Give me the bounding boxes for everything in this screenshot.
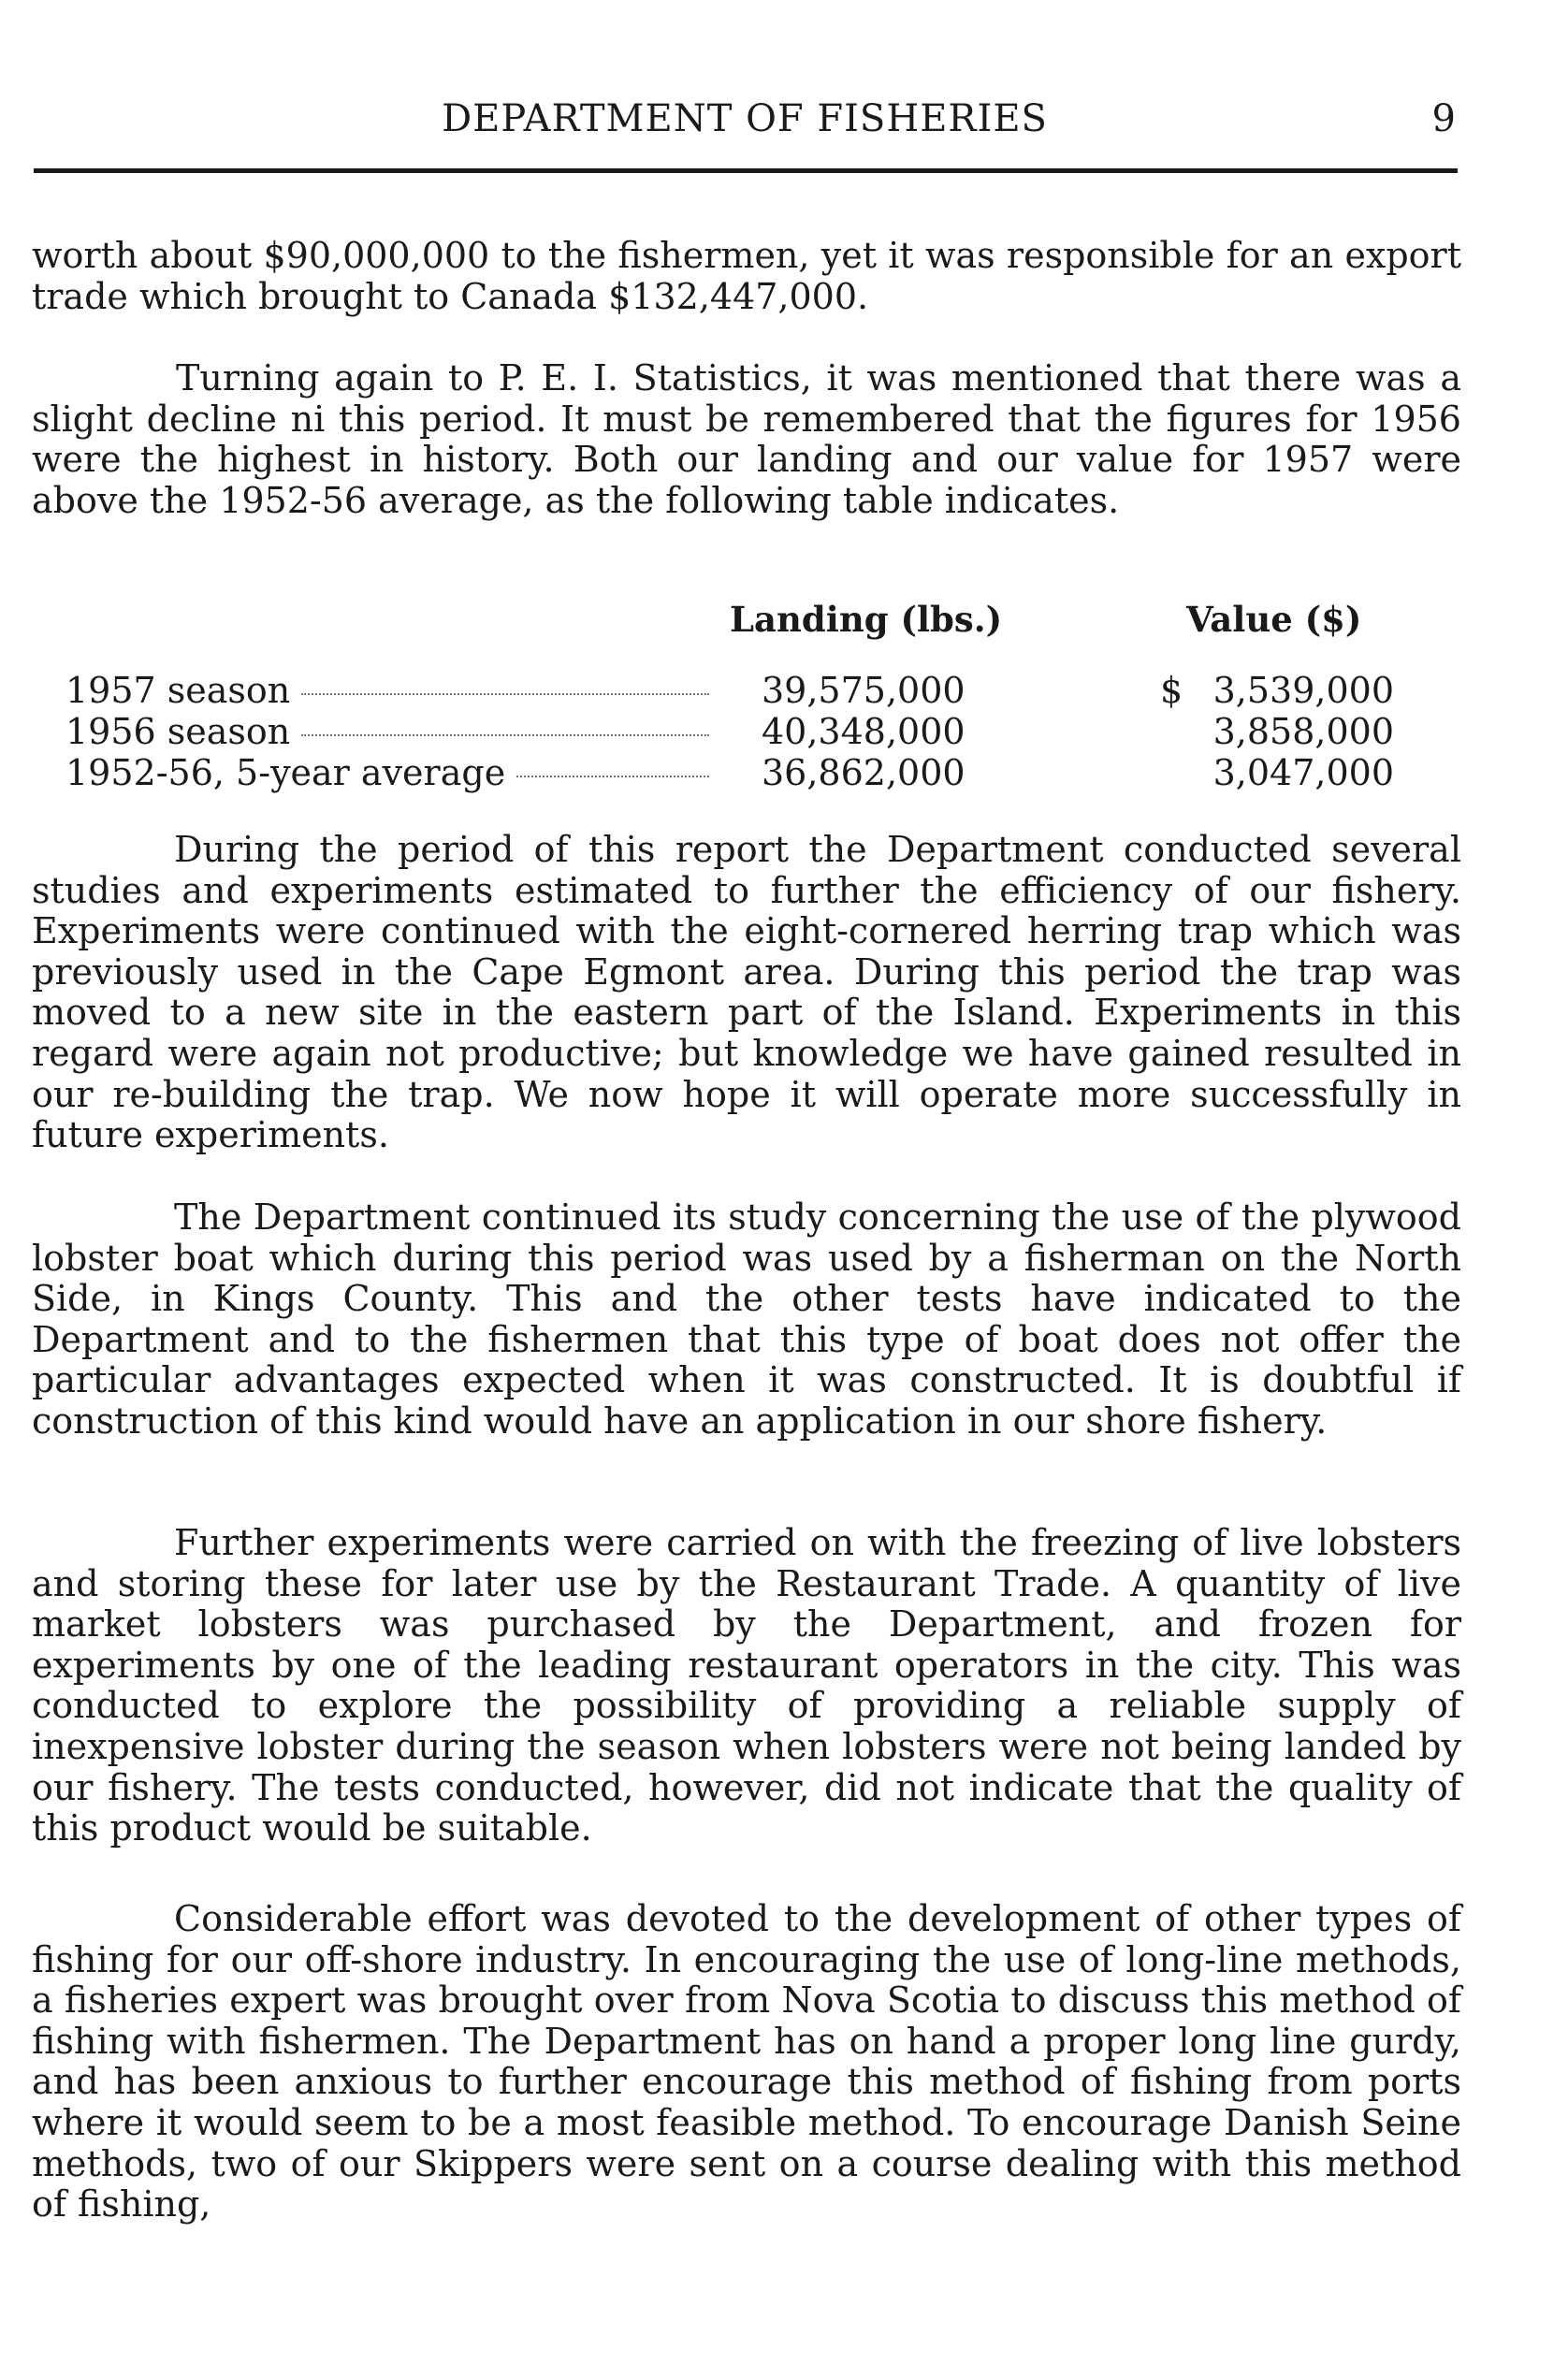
row-label: 1956 season bbox=[65, 711, 291, 752]
row-landing: 40,348,000 bbox=[762, 711, 965, 752]
table-header-landing: Landing (lbs.) bbox=[730, 599, 1003, 640]
row-landing: 39,575,000 bbox=[762, 670, 965, 711]
paragraph-4: The Department continued its study concerning the use of the plywood lobster boat which during this period was used by a fisherman on the North Side, in Kings County. This and the other tests have indicated to the Department and to the fishermen that this type of boat does not offer the particular advantages expected when it was constructed. It is doubtful if construction of this kind would have an application in our shore fishery. bbox=[32, 1196, 1461, 1442]
row-label: 1957 season bbox=[65, 670, 291, 711]
running-head bbox=[34, 97, 1456, 150]
dot-leader bbox=[516, 776, 709, 777]
paragraph-5: Further experiments were carried on with the freezing of live lobsters and storing these for later use by the Restaurant Trade. A quantity of live market lobsters was purchased by the Department, and frozen for experiments by one of the leading restaurant operators in the city. This was conducted to explore the possibility of providing a reliable supply of inexpensive lobster during the season when lobsters were not being landed by our fishery. The tests conducted, however, did not indicate that the quality of this product would be suitable. bbox=[32, 1522, 1461, 1849]
row-label: 1952-56, 5-year average bbox=[65, 752, 506, 793]
table-row bbox=[65, 752, 1394, 793]
currency-symbol: $ bbox=[1160, 670, 1183, 711]
table-row bbox=[65, 670, 1394, 711]
row-value: 3,858,000 bbox=[1212, 711, 1394, 752]
running-title: DEPARTMENT OF FISHERIES bbox=[442, 97, 1048, 140]
row-landing: 36,862,000 bbox=[762, 752, 965, 793]
row-value: 3,539,000 bbox=[1212, 670, 1394, 711]
page-number: 9 bbox=[1431, 97, 1456, 140]
paragraph-2: Turning again to P. E. I. Statistics, it was mentioned that there was a slight decline ni this period. It must be remembered that the figures for 1956 were the highest in history. Both our landing and our value for 1957 were above the 1952-56 average, as the following table indicates. bbox=[32, 357, 1461, 521]
dot-leader bbox=[301, 734, 709, 736]
table-header-value: Value ($) bbox=[1186, 599, 1362, 640]
dot-leader bbox=[301, 693, 709, 695]
table-row bbox=[65, 711, 1394, 752]
paragraph-6: Considerable effort was devoted to the development of other types of fishing for our off-shore industry. In encouraging the use of long-line methods, a fisheries expert was brought over from Nova Scotia to discuss this method of fishing with fishermen. The Department has on hand a proper long line gurdy, and has been anxious to further encourage this method of fishing from ports where it would seem to be a most feasible method. To encourage Danish Seine methods, two of our Skippers were sent on a course dealing with this method of fishing, bbox=[32, 1898, 1461, 2226]
paragraph-1: worth about $90,000,000 to the fishermen, yet it was responsible for an export trade which brought to Canada $132,447,000. bbox=[32, 235, 1461, 317]
row-value: 3,047,000 bbox=[1212, 752, 1394, 793]
paragraph-3: During the period of this report the Department conducted several studies and experiments estimated to further the efficiency of our fishery. Experiments were continued with the eight-cornered herring trap which was previously used in the Cape Egmont area. During this period the trap was moved to a new site in the eastern part of the Island. Experiments in this regard were again not productive; but knowledge we have gained resulted in our re-building the trap. We now hope it will operate more successfully in future experiments. bbox=[32, 829, 1461, 1156]
header-rule bbox=[34, 168, 1458, 173]
